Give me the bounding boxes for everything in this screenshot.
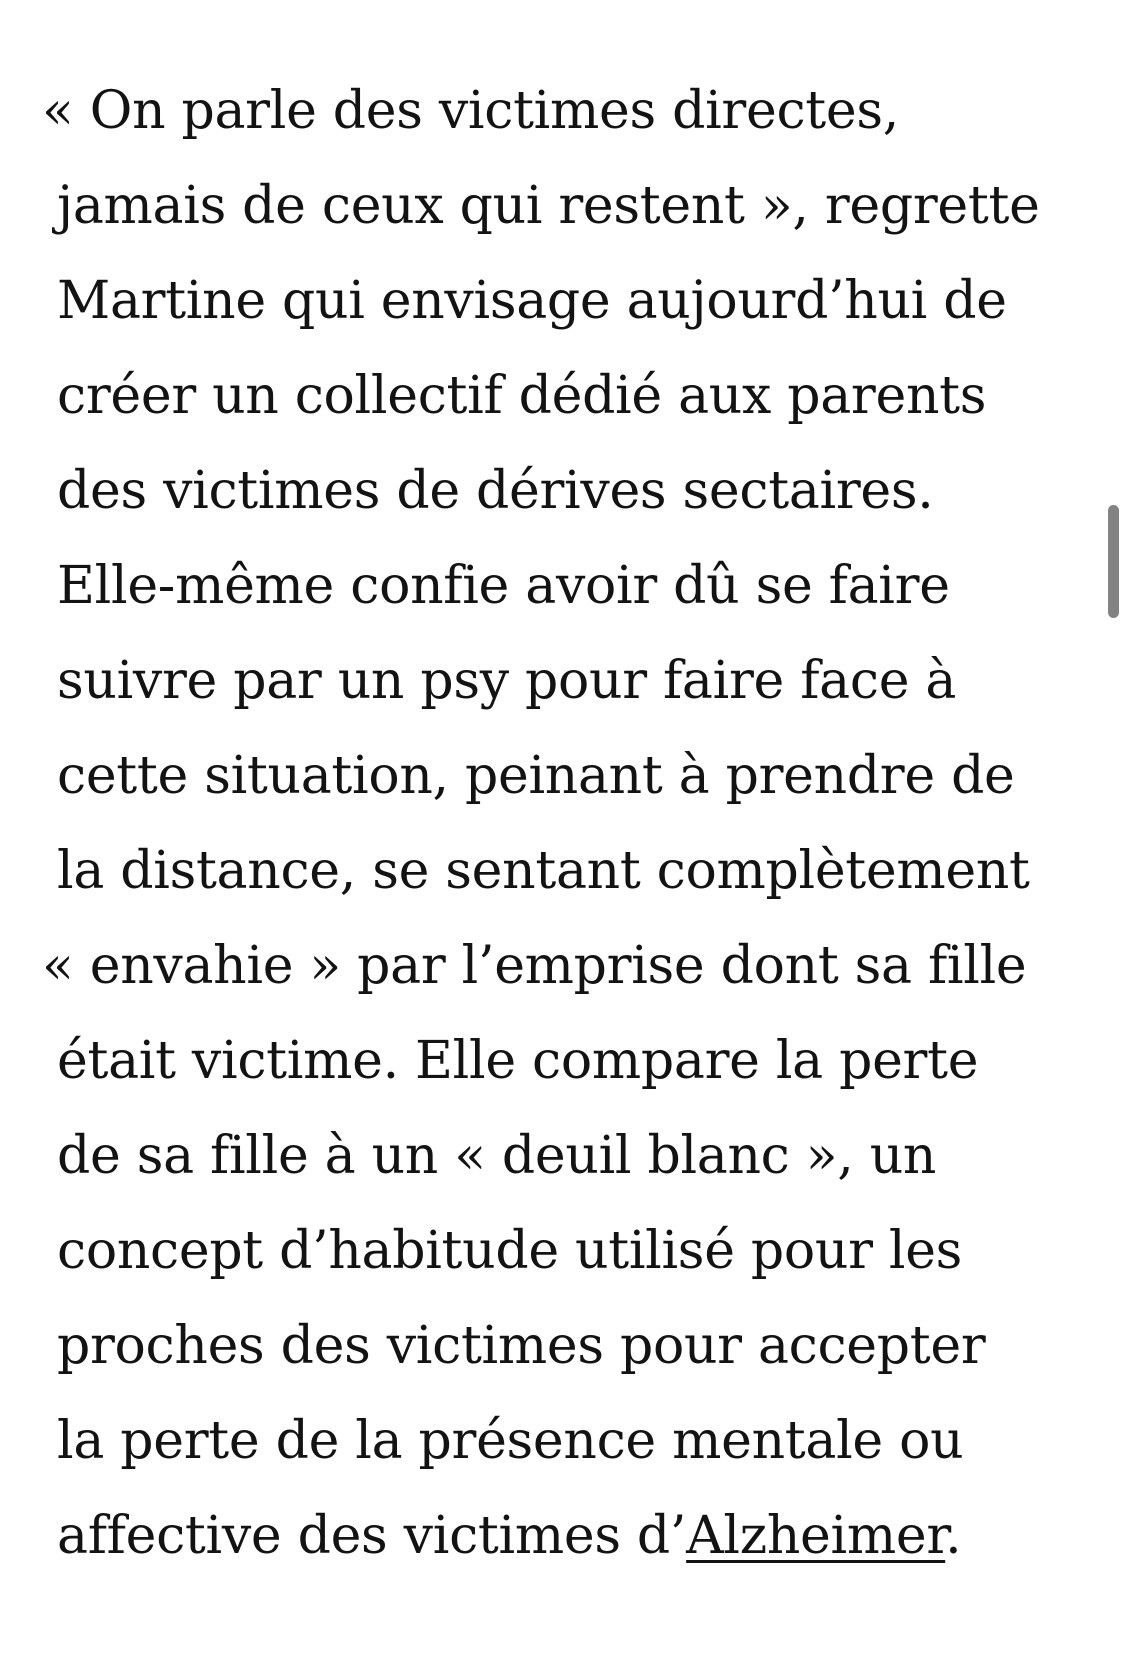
paragraph-line: « envahie » par l’emprise dont sa fille <box>42 936 1027 996</box>
paragraph-line <box>57 1489 1087 1584</box>
paragraph-line: Elle-même confie avoir dû se faire <box>57 556 950 616</box>
scrollbar-thumb[interactable] <box>1108 505 1119 618</box>
paragraph-line: créer un collectif dédié aux parents <box>57 366 987 426</box>
last-line-suffix: . <box>945 1506 962 1566</box>
paragraph-line: jamais de ceux qui restent », regrette <box>57 176 1040 236</box>
paragraph-line: la distance, se sentant complètement <box>57 841 1030 901</box>
last-line-prefix: affective des victimes d’ <box>57 1506 687 1566</box>
paragraph-line: « On parle des victimes directes, <box>42 81 899 141</box>
paragraph-line: suivre par un psy pour faire face à <box>57 651 957 711</box>
alzheimer-link[interactable]: Alzheimer <box>686 1506 946 1566</box>
paragraph-line: proches des victimes pour accepter <box>57 1316 986 1376</box>
paragraph-line: concept d’habitude utilisé pour les <box>57 1221 963 1281</box>
paragraph-line: cette situation, peinant à prendre de <box>57 746 1015 806</box>
paragraph-line: était victime. Elle compare la perte <box>57 1031 979 1091</box>
paragraph-line: de sa fille à un « deuil blanc », un <box>57 1126 937 1186</box>
paragraph-line: des victimes de dérives sectaires. <box>57 461 934 521</box>
paragraph-line: Martine qui envisage aujourd’hui de <box>57 271 1007 331</box>
paragraph-line: la perte de la présence mentale ou <box>57 1411 964 1471</box>
